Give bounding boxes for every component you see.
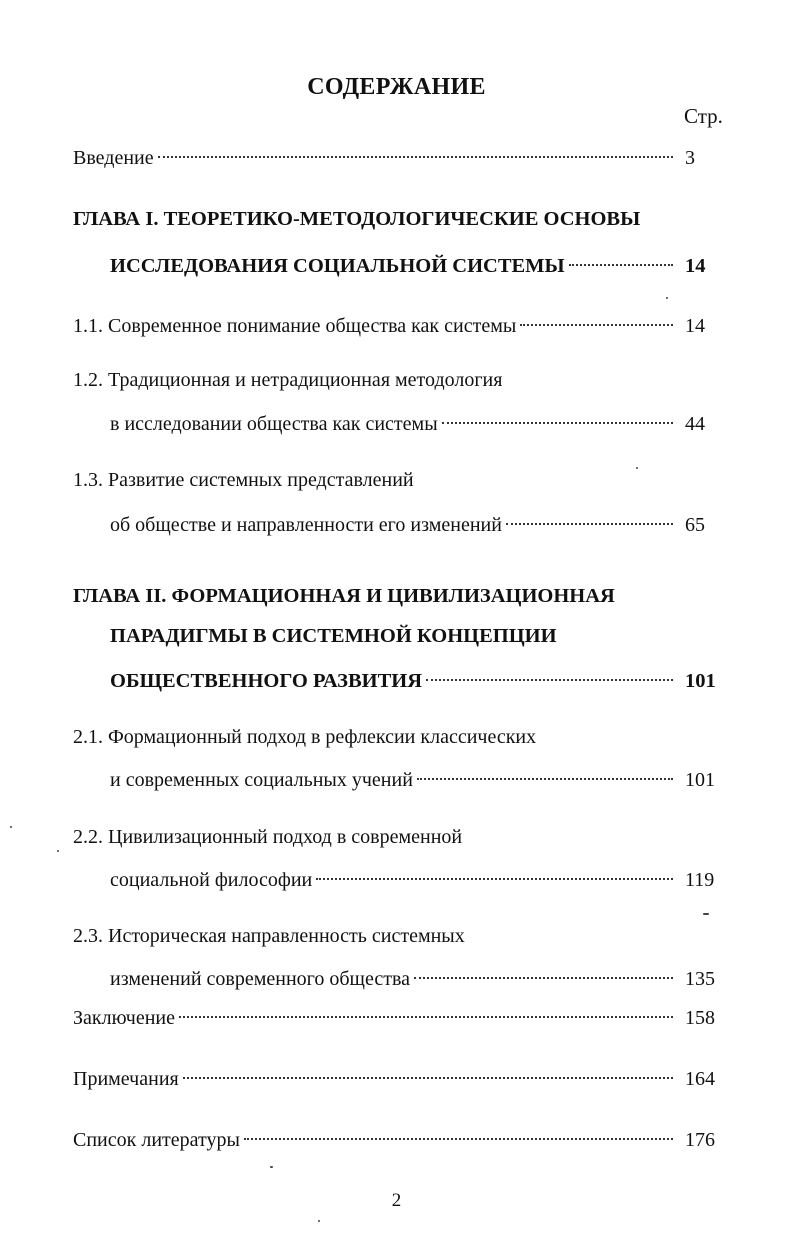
toc-entry-text: социальной философии (110, 869, 313, 891)
scan-speck (10, 826, 12, 828)
scan-speck (703, 913, 709, 915)
toc-entry-text: Заключение (73, 1007, 175, 1029)
toc-chapter-2-heading[interactable] (73, 585, 615, 615)
toc-entry-text: 1.1. Современное понимание общества как системы (73, 315, 517, 337)
toc-section-2-3-cont[interactable] (110, 963, 721, 993)
toc-entry-conclusion[interactable] (73, 1002, 721, 1032)
toc-entry-text: 1.3. Развитие системных представлений (73, 469, 414, 491)
scan-speck (57, 850, 59, 852)
toc-entry-notes[interactable] (73, 1063, 721, 1093)
toc-entry-text: Список литературы (73, 1129, 240, 1151)
page-number-footer: 2 (391, 1190, 402, 1211)
toc-chapter-2-heading-cont[interactable] (110, 625, 557, 655)
toc-page-number: 14 (685, 315, 705, 337)
toc-page-number: 3 (685, 147, 695, 169)
dot-leader (520, 304, 673, 326)
toc-page-number: 65 (685, 514, 705, 536)
toc-chapter-1-heading[interactable] (73, 208, 640, 238)
scan-speck (636, 467, 638, 469)
toc-section-1-2-cont[interactable] (110, 408, 721, 438)
scan-speck (270, 1166, 273, 1168)
toc-page-number: 101 (685, 769, 715, 791)
toc-section-1-3[interactable] (73, 469, 414, 499)
toc-entry-text: и современных социальных учений (110, 769, 413, 791)
toc-chapter-1-heading-cont[interactable] (110, 249, 721, 279)
toc-entry-text: 2.3. Историческая направленность системных (73, 925, 465, 947)
toc-section-2-1-cont[interactable] (110, 764, 721, 794)
toc-entry-text: 2.1. Формационный подход в рефлексии классических (73, 726, 537, 748)
toc-entry-text: ГЛАВА II. ФОРМАЦИОННАЯ И ЦИВИЛИЗАЦИОННАЯ (73, 585, 615, 607)
scan-speck (318, 1220, 320, 1222)
toc-entry-text: ПАРАДИГМЫ В СИСТЕМНОЙ КОНЦЕПЦИИ (110, 625, 557, 647)
toc-entry-text: об обществе и направленности его изменений (110, 514, 502, 536)
page-title: СОДЕРЖАНИЕ (307, 74, 486, 100)
toc-page-number: 44 (685, 413, 705, 435)
toc-entry-text: ОБЩЕСТВЕННОГО РАЗВИТИЯ (110, 669, 423, 692)
toc-section-2-2[interactable] (73, 826, 462, 856)
toc-entry-text: 2.2. Цивилизационный подход в современной (73, 826, 463, 848)
scan-speck (666, 297, 668, 299)
dot-leader (442, 402, 673, 424)
toc-page-number: 101 (685, 669, 716, 692)
dot-leader (244, 1118, 673, 1140)
dot-leader (417, 758, 673, 780)
toc-section-2-2-cont[interactable] (110, 864, 721, 894)
toc-chapter-2-heading-cont-2[interactable] (110, 664, 721, 694)
dot-leader (316, 858, 673, 880)
toc-page-number: 119 (685, 869, 715, 891)
dot-leader (426, 658, 673, 681)
toc-section-1-1[interactable] (73, 310, 721, 340)
toc-page-number: 176 (685, 1129, 715, 1151)
toc-page-number: 135 (685, 968, 715, 990)
toc-entry-text: Введение (73, 147, 154, 169)
toc-entry-bibliography[interactable] (73, 1124, 721, 1154)
toc-entry-text: Примечания (73, 1068, 179, 1090)
dot-leader (569, 243, 673, 266)
toc-section-2-3[interactable] (73, 925, 465, 955)
toc-entry-text: в исследовании общества как системы (110, 413, 438, 435)
toc-page-number: 14 (685, 254, 706, 277)
toc-section-1-3-cont[interactable] (110, 509, 721, 539)
toc-section-2-1[interactable] (73, 726, 536, 756)
toc-entry-intro[interactable] (73, 142, 721, 172)
toc-section-1-2[interactable] (73, 369, 502, 399)
toc-entry-text: изменений современного общества (110, 968, 411, 990)
dot-leader (414, 957, 673, 979)
dot-leader (506, 503, 673, 525)
toc-entry-text: ГЛАВА I. ТЕОРЕТИКО-МЕТОДОЛОГИЧЕСКИЕ ОСНОВЫ (73, 208, 641, 230)
toc-entry-text: ИССЛЕДОВАНИЯ СОЦИАЛЬНОЙ СИСТЕМЫ (110, 254, 565, 277)
toc-page-number: 164 (685, 1068, 715, 1090)
toc-entry-text: 1.2. Традиционная и нетрадиционная методология (73, 369, 503, 391)
toc-page-number: 158 (685, 1007, 715, 1029)
dot-leader (158, 136, 673, 158)
page-column-label: Стр. (684, 104, 723, 128)
dot-leader (179, 996, 673, 1018)
dot-leader (183, 1057, 673, 1079)
